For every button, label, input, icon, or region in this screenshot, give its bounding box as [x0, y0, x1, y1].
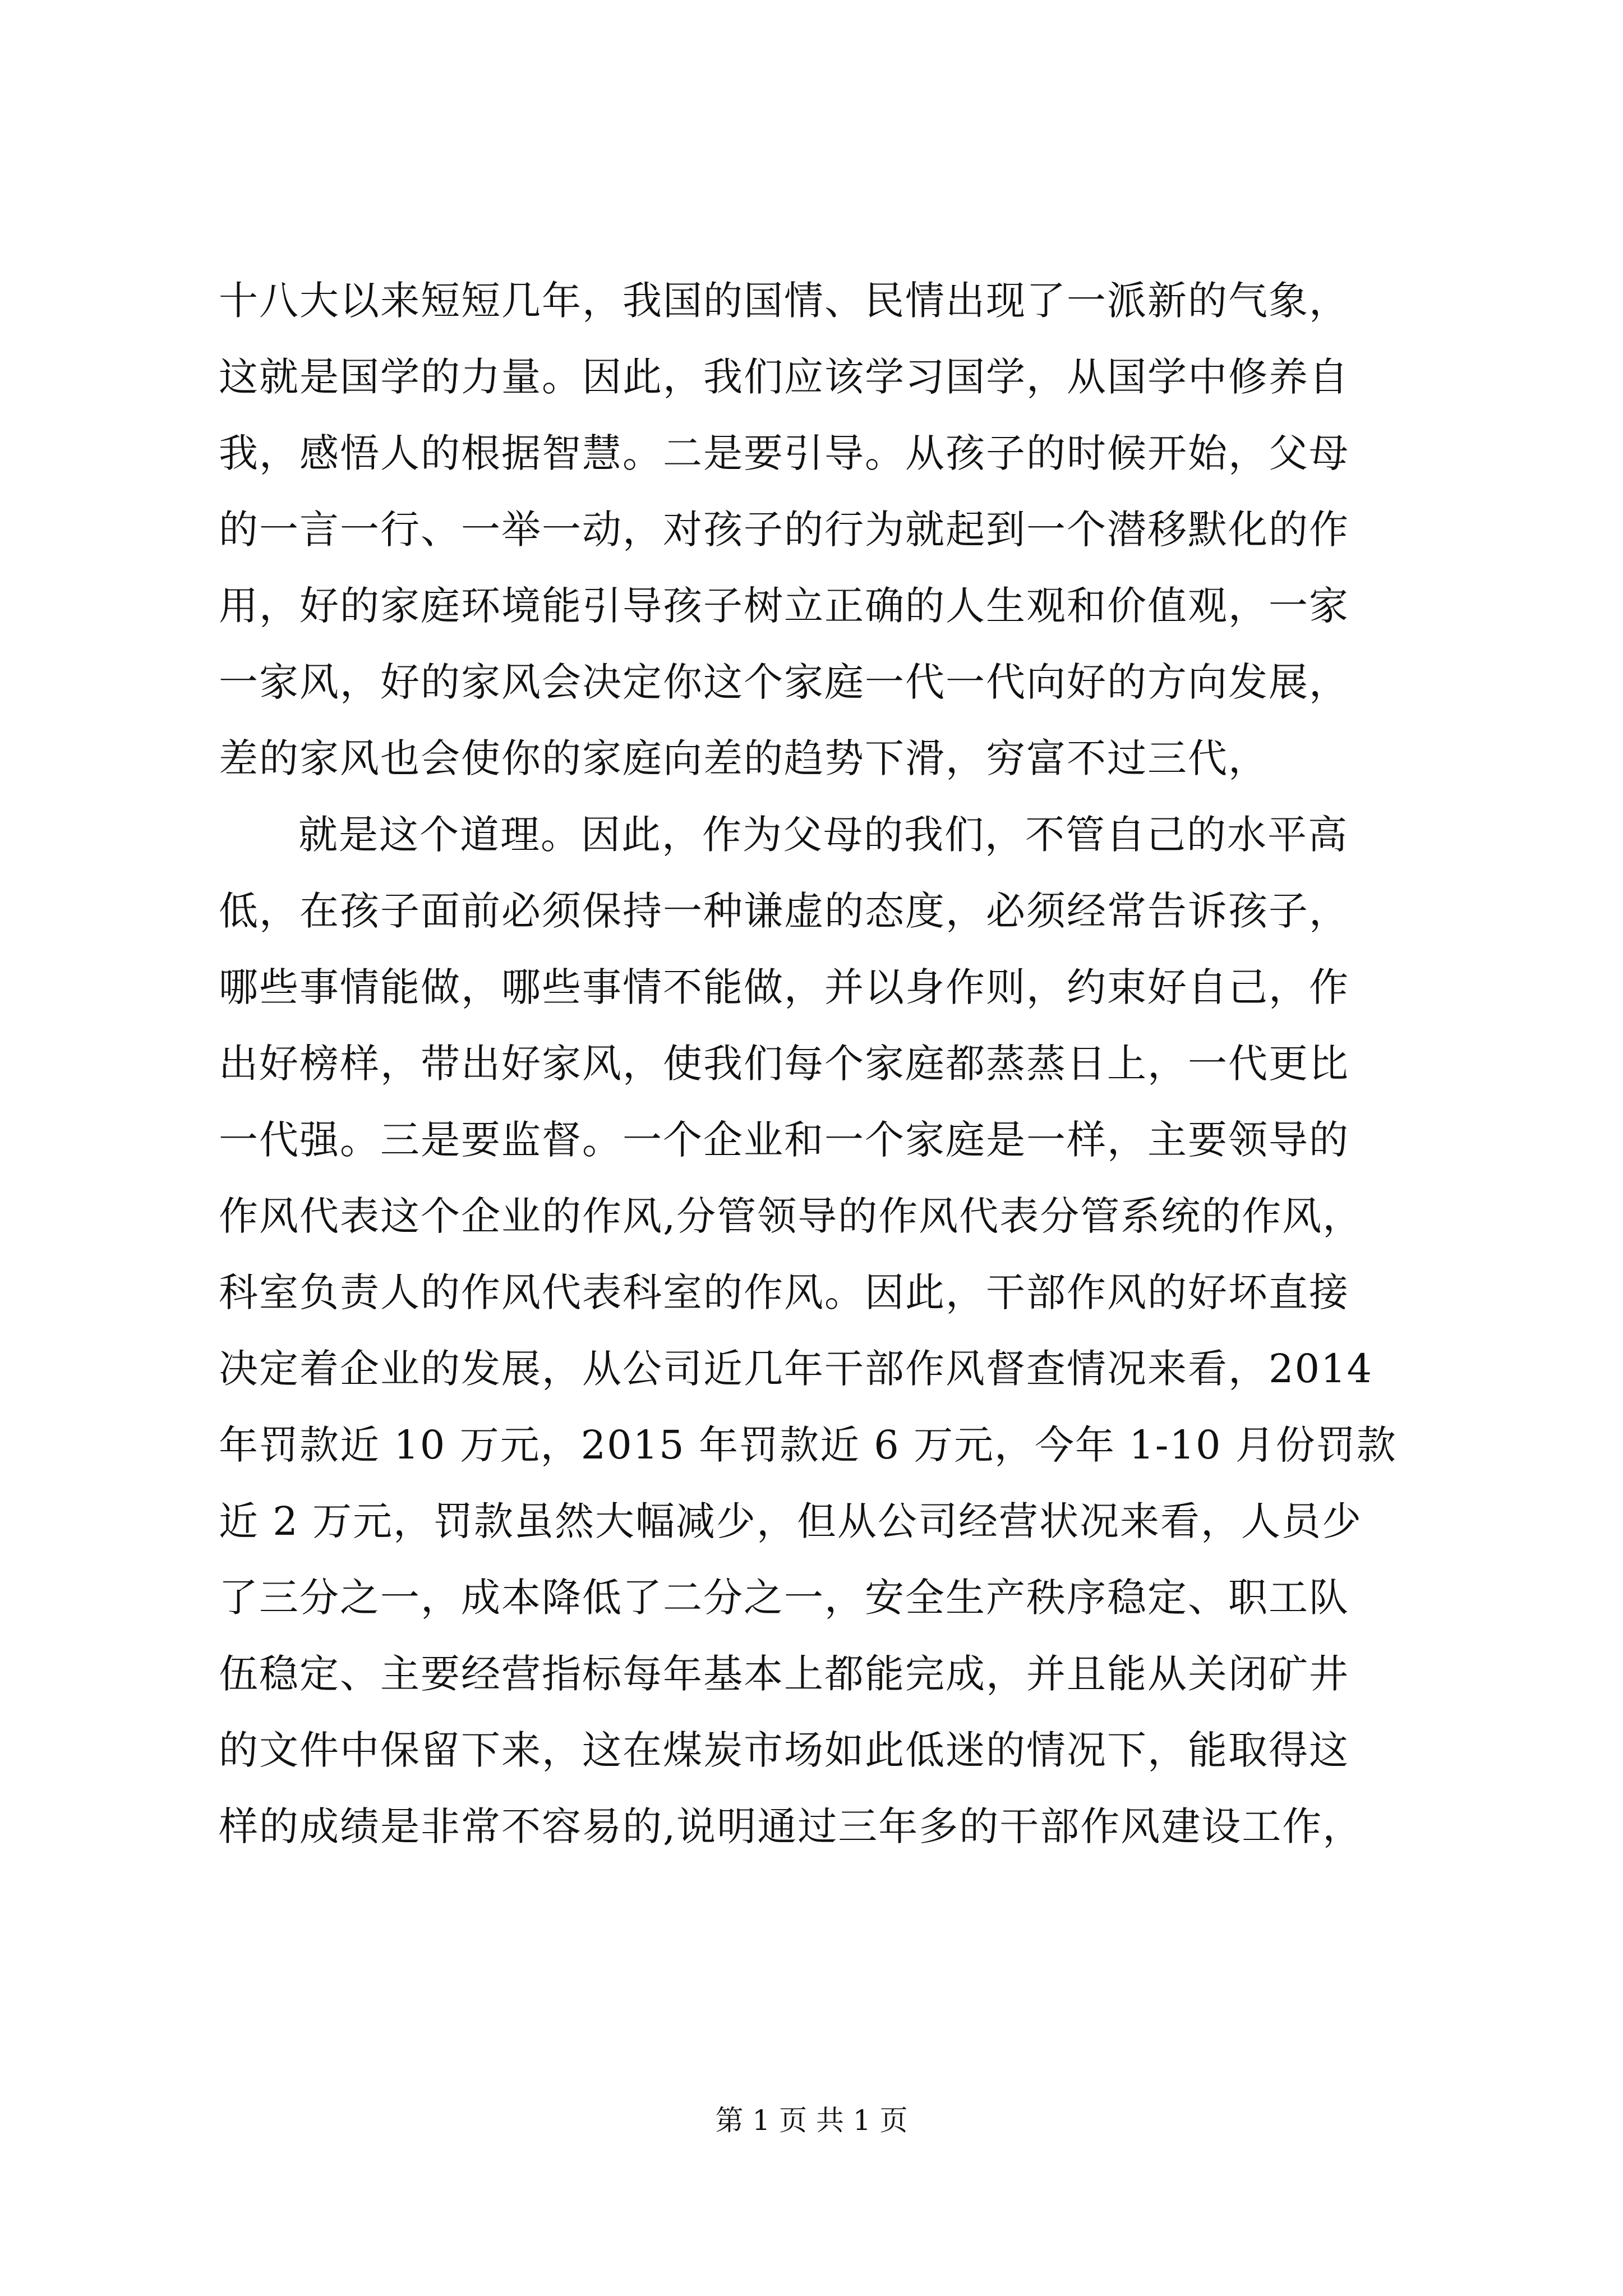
text-line: 作风代表这个企业的作风,分管领导的作风代表分管系统的作风， [219, 1193, 1363, 1239]
text-line: 哪些事情能做，哪些事情不能做，并以身作则，约束好自己，作 [219, 964, 1349, 1010]
text-line: 低，在孩子面前必须保持一种谦虚的态度，必须经常告诉孩子， [219, 888, 1349, 934]
text-line: 我，感悟人的根据智慧。二是要引导。从孩子的时候开始，父母 [219, 430, 1349, 476]
text-line: 了三分之一，成本降低了二分之一，安全生产秩序稳定、职工队 [219, 1575, 1349, 1621]
text-line: 伍稳定、主要经营指标每年基本上都能完成，并且能从关闭矿井 [219, 1651, 1349, 1697]
body-text [219, 263, 1419, 1865]
text-line: 科室负责人的作风代表科室的作风。因此，干部作风的好坏直接 [219, 1269, 1349, 1315]
text-line: 样的成绩是非常不容易的,说明通过三年多的干部作风建设工作， [219, 1803, 1363, 1849]
text-line: 一代强。三是要监督。一个企业和一个家庭是一样，主要领导的 [219, 1117, 1349, 1163]
text-line: 近 2 万元，罚款虽然大幅减少，但从公司经营状况来看，人员少 [219, 1498, 1363, 1544]
text-line: 决定着企业的发展，从公司近几年干部作风督查情况来看，2014 [219, 1346, 1373, 1392]
text-line: 年罚款近 10 万元，2015 年罚款近 6 万元，今年 1-10 月份罚款 [219, 1422, 1397, 1468]
text-line: 一家风，好的家风会决定你这个家庭一代一代向好的方向发展， [219, 659, 1349, 705]
text-line: 这就是国学的力量。因此，我们应该学习国学，从国学中修养自 [219, 354, 1349, 400]
text-line: 出好榜样，带出好家风，使我们每个家庭都蒸蒸日上，一代更比 [219, 1041, 1349, 1087]
paragraph-start-line: 就是这个道理。因此，作为父母的我们，不管自己的水平高 [298, 812, 1348, 858]
text-line: 的文件中保留下来，这在煤炭市场如此低迷的情况下，能取得这 [219, 1727, 1349, 1773]
text-line: 十八大以来短短几年，我国的国情、民情出现了一派新的气象， [219, 278, 1349, 324]
text-line: 用，好的家庭环境能引导孩子树立正确的人生观和价值观，一家 [219, 583, 1349, 629]
text-line: 的一言一行、一举一动，对孩子的行为就起到一个潜移默化的作 [219, 507, 1349, 553]
text-line: 差的家风也会使你的家庭向差的趋势下滑，穷富不过三代， [219, 735, 1269, 781]
page-footer: 第 1 页 共 1 页 [715, 2104, 908, 2137]
